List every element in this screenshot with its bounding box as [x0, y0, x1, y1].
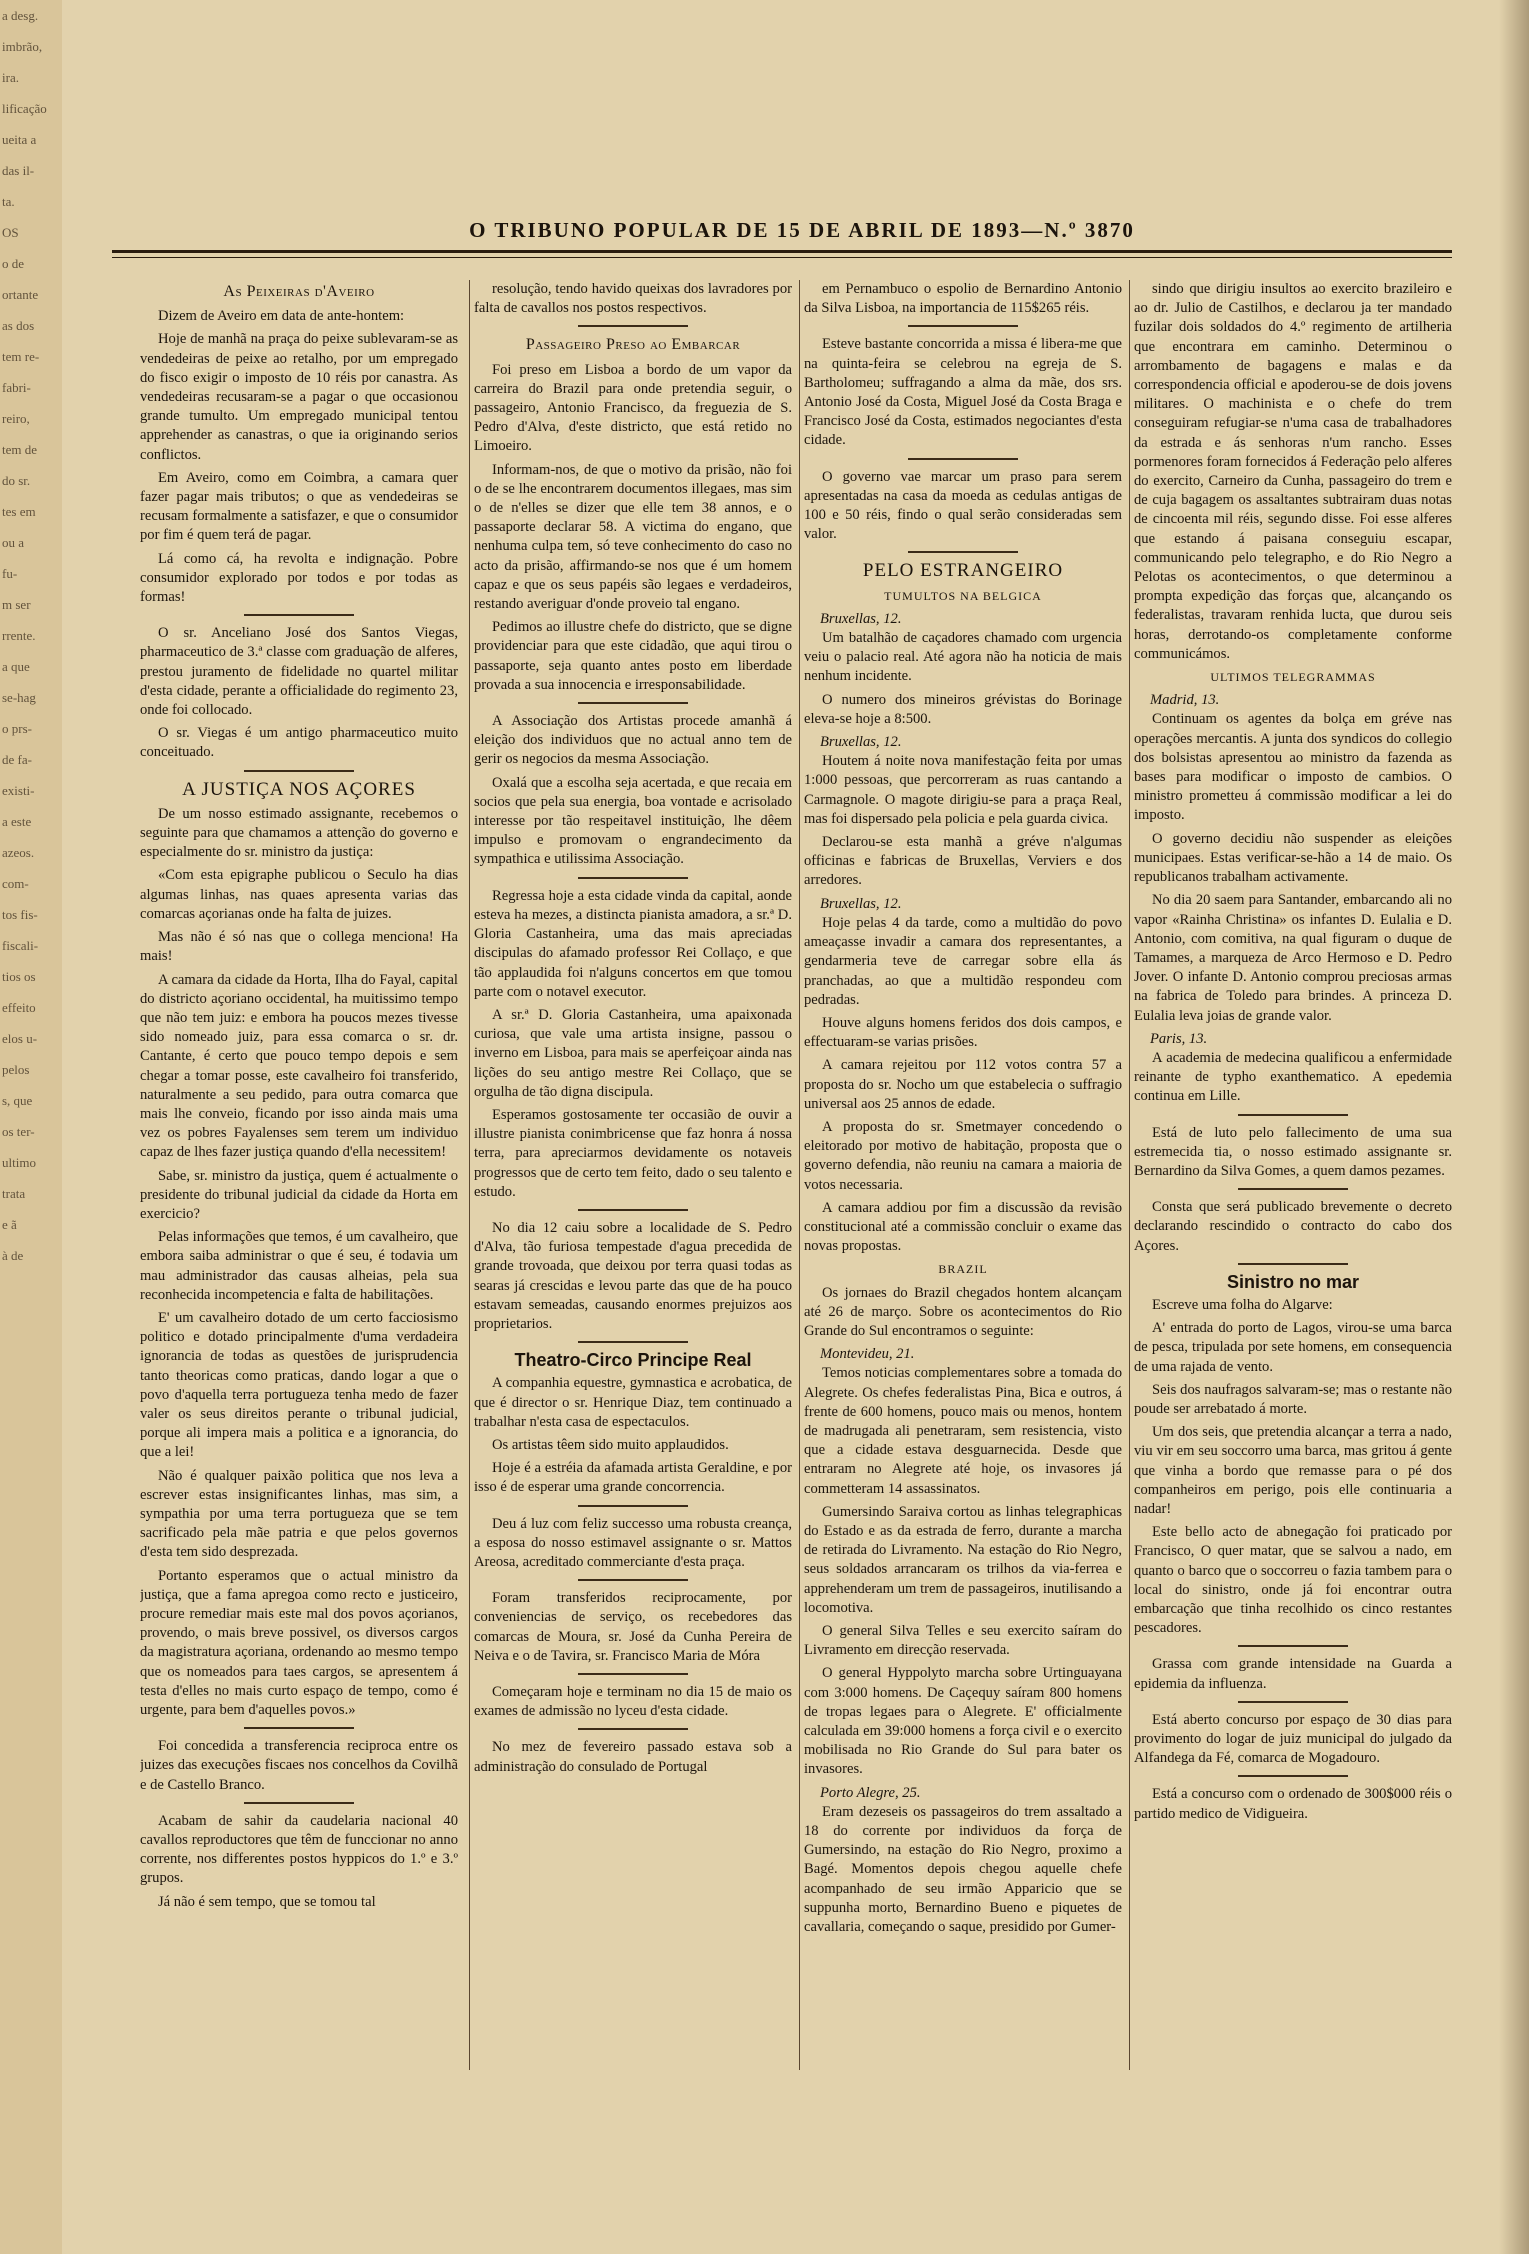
paragraph: em Pernambuco o espolio de Bernardino Antonio da Silva Lisboa, na importancia de 115$265 réis. — [804, 281, 1122, 317]
previous-page-text-fragment: o prs- — [2, 721, 32, 736]
telegram-bruxellas-1 — [804, 629, 1122, 729]
paragraph: Hoje pelas 4 da tarde, como a multidão do povo ameaçasse invadir a camara dos representantes, a gendarmeria teve de carregar sobre ella ás pranchadas, ao que a multidão respondeu com pedradas. — [804, 914, 1122, 1008]
paragraph: Portanto esperamos que o actual ministro da justiça, que a fama apregoa como recto e justiceiro, procure remediar mais este mal dos povos açorianos, provendo, o mais breve possivel, os diversos cargos da magistratura açoriana, ordenando ao mesmo tempo que os nomeados para taes cargos, se apresentem á testa d'elles no mais curto espaço de tempo, como é urgente, para bem d'aquelles povos.» — [140, 1567, 458, 1719]
paragraph: E' um cavalheiro dotado de um certo facciosismo politico e dotado principalmente d'uma verdadeira ignorancia de todas as questões de jurisprudencia tanto theoricas como praticas, dando logar a que o povo d'aquella terra portugueza tenha medo de fazer valer os seus direitos perante o tribunal judicial, porque ali impera mais a politica e a ignorancia, do que a lei! — [140, 1309, 458, 1461]
paragraph: Foi concedida a transferencia reciproca entre os juizes das execuções fiscaes nos concelhos da Covilhã e de Castello Branco. — [140, 1738, 458, 1793]
previous-page-text-fragment: fiscali- — [2, 938, 39, 953]
paragraph: De um nosso estimado assignante, recebemos o seguinte para que chamamos a attenção do governo e especialmente do sr. ministro da justiça: — [140, 805, 458, 861]
column-4 — [1134, 280, 1452, 2080]
paragraph: Em Aveiro, como em Coimbra, a camara quer fazer pagar mais tributos; o que as vendedeiras se recusam formalmente a satisfazer, e que o consumidor por fim é quem terá de pagar. — [140, 469, 458, 544]
subhead-belgica: TUMULTOS NA BELGICA — [884, 588, 1042, 603]
previous-page-text-fragment: s, que — [2, 1093, 33, 1108]
masthead-rule — [112, 250, 1452, 253]
column-2 — [474, 280, 792, 2080]
previous-page-text-fragment: tem re- — [2, 349, 40, 364]
telegram-paris — [1134, 1049, 1452, 1107]
divider — [1238, 1701, 1348, 1703]
paragraph: O governo decidiu não suspender as eleições municipaes. Estas verificar-se-hão a 14 de maio. Os republicanos trabalham activamente. — [1134, 830, 1452, 886]
paragraph: O sr. Viegas é um antigo pharmaceutico muito conceituado. — [140, 725, 458, 761]
paragraph: Um dos seis, que pretendia alcançar a terra a nado, viu vir em seu soccorro uma barca, mas gritou á gente que vinha a bordo que remasse para o pé dos companheiros em perigo, pois elle continuaria a nadar! — [1134, 1424, 1452, 1517]
previous-page-text-fragment: de fa- — [2, 752, 32, 767]
article-continuation — [474, 280, 792, 318]
paragraph: Acabam de sahir da caudelaria nacional 40 cavallos reproductores que têm de funccionar no anno corrente, nos differentes postos hyppicos do 1.º e 3.º grupos. — [140, 1812, 458, 1887]
paragraph: O general Hyppolyto marcha sobre Urtinguayana com 3:000 homens. De Caçequy saíram 800 homens de tropas legaes para o Alegrete. E' officialmente calculada em 39:000 homens a força civil e o exercito mobilisada no Rio Grande do Sul para bater os invasores. — [804, 1665, 1122, 1778]
paragraph: resolução, tendo havido queixas dos lavradores por falta de cavallos nos postos respectivos. — [474, 281, 792, 317]
paragraph: Eram dezeseis os passageiros do trem assaltado a 18 do corrente por individuos da força de Gumersindo, na estação do Rio Negro, proximo a Bagé. Momentos depois chegou aquelle chefe acompanhado de seu irmão Apparicio que se suppunha morto, Bernardino Bueno e piquetes de cavallaria, começando o saque, presidido por Gumer- — [804, 1803, 1122, 1936]
column-separator — [799, 280, 800, 2070]
masthead: O TRIBUNO POPULAR DE 15 DE ABRIL DE 1893—N.º 3870 — [469, 218, 1135, 242]
paragraph: Já não é sem tempo, que se tomou tal — [158, 1893, 376, 1910]
paragraph: O general Silva Telles e seu exercito saíram do Livramento em direcção reservada. — [804, 1623, 1122, 1659]
newspaper-page — [62, 0, 1529, 2254]
masthead-rule-thin — [112, 257, 1452, 258]
previous-page-text-fragment: a desg. — [2, 8, 39, 23]
headline-theatro: Theatro-Circo Principe Real — [514, 1350, 752, 1371]
headline-aveiro: As Peixeiras d'Aveiro — [223, 283, 375, 300]
article-viegas — [140, 624, 458, 762]
divider — [244, 1802, 354, 1804]
article-aveiro — [140, 307, 458, 607]
paragraph: A companhia equestre, gymnastica e acrobatica, de que é director o sr. Henrique Diaz, tem continuado a trabalhar n'esta casa de espectaculos. — [474, 1375, 792, 1430]
paragraph: O governo vae marcar um praso para serem apresentadas na casa da moeda as cedulas antigas de 100 e 50 réis, findo o qual serão consideradas sem valor. — [804, 468, 1122, 543]
paragraph: Os jornaes do Brazil chegados hontem alcançam até 26 de março. Sobre os acontecimentos do Rio Grande do Sul encontramos o seguinte: — [804, 1284, 1122, 1339]
paragraph: Grassa com grande intensidade na Guarda a epidemia da influenza. — [1134, 1656, 1452, 1692]
divider — [578, 1673, 688, 1675]
paragraph: Houve alguns homens feridos dos dois campos, e effectuaram-se varias prisões. — [804, 1014, 1122, 1051]
headline-sinistro: Sinistro no mar — [1226, 1271, 1360, 1292]
divider — [578, 1728, 688, 1730]
divider — [244, 1727, 354, 1729]
previous-page-text-fragment: a este — [2, 814, 32, 829]
article-continuation — [1134, 280, 1452, 664]
divider — [908, 551, 1018, 553]
paragraph: No mez de fevereiro passado estava sob a administração do consulado de Portugal — [474, 1739, 792, 1775]
dateline: Madrid, 13. — [1150, 692, 1220, 709]
previous-page-text-fragment: ou a — [2, 535, 25, 550]
divider — [578, 1579, 688, 1581]
subhead-brazil: BRAZIL — [938, 1262, 988, 1277]
paragraph: Sabe, sr. ministro da justiça, quem é actualmente o presidente do tribunal judicial da cidade da Horta em exercicio? — [140, 1167, 458, 1222]
divider — [578, 1341, 688, 1343]
previous-page-text-fragment: ta. — [2, 194, 15, 209]
previous-page-text-fragment: os ter- — [2, 1124, 35, 1139]
paragraph: A proposta do sr. Smetmayer concedendo o eleitorado por motivo de habitação, proposta que o governo defendia, não reuniu na camara a maioria de votos necessaria. — [804, 1118, 1122, 1193]
paragraph: Temos noticias complementares sobre a tomada do Alegrete. Os chefes federalistas Pina, Bica e outros, á frente de 600 homens, pouco mais ou menos, hontem de madrugada ali penetraram, sem resistencia, visto que a cidade estava desguarnecida. Desde que entraram no Alegrete até hoje, os invasores já commetteram 14 assassinatos. — [804, 1365, 1122, 1497]
paragraph: «Com esta epigraphe publicou o Seculo ha dias algumas linhas, nas quaes apresenta varias das comarcas açorianas onde ha falta de juizes. — [140, 867, 458, 922]
paragraph: Hoje é a estréia da afamada artista Geraldine, e por isso é de esperar uma grande concorrencia. — [474, 1460, 792, 1496]
headline-justica: A JUSTIÇA NOS AÇORES — [182, 778, 416, 800]
paragraph: A camara addiou por fim a discussão da revisão constitucional até a commissão concluir o exame das novas propostas. — [804, 1199, 1122, 1255]
paragraph: Mas não é só nas que o collega menciona! Ha mais! — [140, 929, 458, 965]
paragraph: Esperamos gostosamente ter occasião de ouvir a illustre pianista conimbricense que faz honra á nossa terra, para apreciarmos devidamente os notaveis progressos que de certo tem feito, dado o seu talento e estudo. — [474, 1106, 792, 1200]
article-influenza — [1134, 1655, 1452, 1693]
paragraph: Deu á luz com feliz successo uma robusta creança, a esposa do nosso estimavel assignante o sr. Mattos Areosa, acreditado commerciante d'esta praça. — [474, 1515, 792, 1570]
paragraph: Escreve uma folha do Algarve: — [1152, 1296, 1333, 1313]
divider — [1238, 1114, 1348, 1116]
paragraph: Está de luto pelo fallecimento de uma sua estremecida tia, o nosso estimado assignante sr. Bernardino da Silva Gomes, a quem damos pezames. — [1134, 1124, 1452, 1179]
column-separator — [469, 280, 470, 2070]
previous-page-text-fragment: o de — [2, 256, 25, 271]
paragraph: Continuam os agentes da bolça em gréve nas operações mercantis. A junta dos syndicos do collegio dos bolsistas apresentou ao ministro da fazenda as bases para modificar o imposto de cambios. O ministro prometteu á commissão modificar a lei do imposto. — [1134, 711, 1452, 824]
paragraph: Foram transferidos reciprocamente, por conveniencias de serviço, os recebedores das comarcas de Moura, sr. José da Cunha Pereira de Neiva e o de Tavira, sr. Francisco Maria de Móra — [474, 1590, 792, 1664]
paragraph: No dia 12 caiu sobre a localidade de S. Pedro d'Alva, tão furiosa tempestade d'agua precedida de grande trovoada, que deixou por terra quasi todas as searas já crescidas e levou parte das que de ha pouco estavam semeadas, causando enormes prejuizos aos proprietarios. — [474, 1219, 792, 1332]
previous-page-text-fragment: pelos — [2, 1062, 30, 1077]
article-transfer — [140, 1737, 458, 1795]
paragraph: sindo que dirigiu insultos ao exercito brazileiro e ao dr. Julio de Castilhos, e declarou ja ter mandado fuzilar dois soldados do 4.º regimento de artilheria que encontrara em caminho. Determinou o arrombamento de bagagens e malas e da correspondencia official e apoderou-se de dois jovens militares. O machinista e o chefe do trem conseguiram refugiar-se n'uma casa de trabalhadores da estrada e ás senhoras n'um rancho. Esses pormenores foram fornecidos á Federação pelo alferes do exercito, Carneiro da Cunha, passageiro do trem e de cuja bagagem os assaltantes subtrairam duas notas de cincoenta mil réis, segundo disse. Foi esse alferes que estando á paisana conseguiu escapar, communicando pelo telegrapho, e do Rio Negro a Pelotas os acontecimentos, o que determinou a prompta expedição das forças que, alcançando os federalistas, travaram renhida lucta, que durou seis horas, derrotando-os completamente conforme communicámos. — [1134, 281, 1452, 662]
previous-page-text-fragment: effeito — [2, 1000, 36, 1015]
paragraph: Dizem de Aveiro em data de ante-hontem: — [158, 308, 405, 325]
paragraph: No dia 20 saem para Santander, embarcando ali no vapor «Rainha Christina» os infantes D. Eulalia e D. Antonio, com comitiva, na qual figuram o duque de Tamames, a marqueza de Arco Hermoso e D. Pedro Jover. O infante D. Antonio comprou preciosas armas na fabrica de Toledo para brindes. A princeza D. Eulalia leva joias de grande valor. — [1134, 892, 1452, 1024]
paragraph: Esteve bastante concorrida a missa é libera-me que na quinta-feira se celebrou na egreja de S. Bartholomeu; suffragando a alma da mãe, dos srs. Antonio José da Costa, Miguel José da Costa Braga e Francisco José da Costa, estimados negociantes d'esta cidade. — [804, 336, 1122, 449]
previous-page-text-fragment: trata — [2, 1186, 26, 1201]
previous-page-text-fragment: ortante — [2, 287, 39, 302]
previous-page-text-fragment: fabri- — [2, 380, 31, 395]
previous-page-text-fragment: à de — [2, 1248, 24, 1263]
paragraph: Consta que será publicado brevemente o decreto declarando rescindido o contracto do cabo dos Açores. — [1134, 1199, 1452, 1254]
article-pianista — [474, 887, 792, 1202]
previous-page-text-fragment: existi- — [2, 783, 35, 798]
column-1 — [140, 280, 458, 2080]
previous-page-text-fragment: m ser — [2, 597, 31, 612]
paragraph: Declarou-se esta manhã a gréve n'algumas officinas e fabricas de Bruxellas, Verviers e dos arredores. — [804, 834, 1122, 889]
divider — [1238, 1775, 1348, 1777]
paragraph: Está a concurso com o ordenado de 300$000 réis o partido medico de Vidigueira. — [1134, 1786, 1452, 1822]
paragraph: A' entrada do porto de Lagos, virou-se uma barca de pesca, tripulada por sete homens, em consequencia de uma rajada de vento. — [1134, 1320, 1452, 1375]
article-decreto — [1134, 1198, 1452, 1256]
dateline: Paris, 13. — [1150, 1030, 1208, 1047]
article-exames — [474, 1683, 792, 1721]
paragraph: A Associação dos Artistas procede amanhã á eleição dos individuos que no actual anno tem de gerir os negocios da mesma Associação. — [474, 713, 792, 768]
paragraph: Lá como cá, ha revolta e indignação. Pobre consumidor explorado por todos e por todas as formas! — [140, 550, 458, 606]
article-nascimento — [474, 1515, 792, 1573]
previous-page-text-fragment: tes em — [2, 504, 36, 519]
previous-page-text-fragment: reiro, — [2, 411, 30, 426]
previous-page-text-fragment: ueita a — [2, 132, 37, 147]
article-sinistro — [1134, 1296, 1452, 1638]
article-transferidos — [474, 1589, 792, 1666]
dateline: Porto Alegre, 25. — [820, 1784, 921, 1801]
telegram-bruxellas-3 — [804, 914, 1122, 1256]
paragraph: Não é qualquer paixão politica que nos leva a escrever estas insignificantes linhas, mas sim, a sympathia por uma terra portugueza que se tem sacrificado pela mãe patria e que pelos governos d'esta tem sido desprezada. — [140, 1467, 458, 1561]
paragraph: Começaram hoje e terminam no dia 15 de maio os exames de admissão no lyceu d'esta cidade. — [474, 1684, 792, 1720]
divider — [244, 614, 354, 616]
headline-estrangeiro: PELO ESTRANGEIRO — [862, 560, 1064, 582]
divider — [578, 702, 688, 704]
paragraph: A camara da cidade da Horta, Ilha do Fayal, capital do districto açoriano occidental, ha muitissimo tempo que não tem juiz: e embora ha poucos mezes tivesse sido nomeado juiz, para essa comarca o sr. dr. Cantante, é certo que pouco tempo depois e sem chegar a tomar posse, este cavalheiro foi transferido, naturalmente a seu pedido, para outra comarca que mais lhe conveio, ficando por isso ainda mais uma vez os pobres Fayalenses sem terem um individuo capaz de lhes fazer justiça quando d'ella necessitem! — [140, 971, 458, 1161]
previous-page-text-fragment: OS — [2, 225, 19, 240]
paragraph: A camara rejeitou por 112 votos contra 57 a proposta do sr. Nocho um que estabelecia o suffragio universal aos 25 annos de edade. — [804, 1057, 1122, 1112]
paragraph: Hoje de manhã na praça do peixe sublevaram-se as vendedeiras de peixe ao retalho, por um empregado do fisco exigir o imposto de 10 réis por canastra. As vendedeiras recusaram-se a pagar o que occasionou grande tumulto. Um empregado municipal tentou apprehender as canastras, o que ia originando serios conflictos. — [140, 331, 458, 463]
previous-page-edge — [0, 0, 65, 2254]
paragraph: Regressa hoje a esta cidade vinda da capital, aonde esteva ha mezes, a distincta pianista amadora, a sr.ª D. Gloria Castanheira, uma das mais apreciadas discipulas do afamado professor Rei Collaço, e que tão applaudida foi n'alguns concertos em que tomou parte com o notavel executor. — [474, 887, 792, 1000]
telegram-madrid — [1134, 710, 1452, 1025]
previous-page-text-fragment: azeos. — [2, 845, 35, 860]
dateline: Bruxellas, 12. — [820, 734, 902, 751]
previous-page-text-fragment: fu- — [2, 566, 18, 581]
paragraph: Informam-nos, de que o motivo da prisão, não foi o de se lhe encontrarem documentos illegaes, mas sim o de n'elles se dizer que elle tem 38 annos, e o passaporte declarar 58. A victima do engano, que nenhuma culpa tem, só teve conhecimento do caso no acto da prisão, affirmando-se nos que é um homem capaz e que os seus papéis são legaes e verdadeiros, restando averiguar d'onde proveio tal engano. — [474, 461, 792, 613]
divider — [1238, 1645, 1348, 1647]
telegram-montevideu — [804, 1364, 1122, 1779]
article-cavallos — [140, 1812, 458, 1912]
previous-page-text-fragment: tem de — [2, 442, 38, 457]
previous-page-text-fragment: do sr. — [2, 473, 31, 488]
paragraph: A sr.ª D. Gloria Castanheira, uma apaixonada curiosa, que vale uma artista insigne, passou o inverno em Lisboa, para mais se aperfeiçoar ainda nas lições do seu antigo mestre Rei Collaço, que se orgulha de tão digna discipula. — [474, 1006, 792, 1100]
previous-page-text-fragment: se-hag — [2, 690, 36, 705]
previous-page-text-fragment: e ã — [2, 1217, 17, 1232]
paragraph: Um batalhão de caçadores chamado com urgencia veiu o palacio real. Até agora não ha noticia de mais nenhum incidente. — [804, 630, 1122, 685]
divider — [1238, 1188, 1348, 1190]
paragraph: Foi preso em Lisboa a bordo de um vapor da carreira do Brazil para onde pretendia seguir, o passageiro, Antonio Francisco, da freguezia de S. Pedro d'Alva, d'este districto, que está retido no Limoeiro. — [474, 361, 792, 455]
previous-page-text-fragment: imbrão, — [2, 39, 43, 54]
article-missa — [804, 335, 1122, 450]
divider — [244, 770, 354, 772]
paragraph: Está aberto concurso por espaço de 30 dias para provimento do logar de juiz municipal do julgado da Alfandega da Fé, comarca de Mogadouro. — [1134, 1711, 1452, 1767]
article-brazil — [804, 1284, 1122, 1342]
headline-passageiro: Passageiro Preso ao Embarcar — [525, 336, 741, 354]
paragraph: Pedimos ao illustre chefe do districto, que se digne providenciar para que este cidadão, que aqui tirou o passaporte, seja quanto antes posto em liberdade provada a sua innocencia e irresponsabilidade. — [474, 619, 792, 693]
paragraph: O numero dos mineiros grévistas do Borinage eleva-se hoje a 8:500. — [804, 691, 1122, 727]
paragraph: O sr. Anceliano José dos Santos Viegas, pharmaceutico de 3.ª classe com graduação de alferes, prestou juramento de fidelidade no quartel militar d'esta cidade, perante a officialidade do regimento 23, onde foi collocado. — [140, 625, 458, 719]
previous-page-text-fragment: com- — [2, 876, 29, 891]
paragraph: Pelas informações que temos, é um cavalheiro, que embora saiba administrar o que é seu, é todavia um mau administrador das causas alheias, pela sua reconhecida incompetencia e falta de habilitações. — [140, 1229, 458, 1303]
divider — [908, 325, 1018, 327]
divider — [578, 325, 688, 327]
previous-page-text-fragment: tios os — [2, 969, 36, 984]
dateline: Bruxellas, 12. — [820, 610, 902, 627]
article-fevereiro — [474, 1738, 792, 1776]
article-vidigueira — [1134, 1785, 1452, 1823]
previous-page-text-fragment: lificação — [2, 101, 47, 116]
paragraph: Oxalá que a escolha seja acertada, e que recaia em socios que pela sua energia, boa vontade e acrisolado interesse por tão respeitavel instituição, lhe dêem impulso e promovam o engrandecimento da sympathica e utilissima Associação. — [474, 774, 792, 868]
paragraph: Os artistas têem sido muito applaudidos. — [492, 1436, 729, 1453]
previous-page-text-fragment: das il- — [2, 163, 35, 178]
previous-page-text-fragment: ultimo — [2, 1155, 36, 1170]
subhead-telegrammas: ULTIMOS TELEGRAMMAS — [1210, 670, 1376, 685]
column-separator — [1129, 280, 1130, 2070]
article-concurso — [1134, 1711, 1452, 1769]
column-3 — [804, 280, 1122, 2080]
previous-page-text-fragment: tos fis- — [2, 907, 38, 922]
paragraph: Houtem á noite nova manifestação feita por umas 1:000 pessoas, que percorreram as ruas cantando a Carmagnole. O magote dirigiu-se para a praça Real, mas foi dispersado pela policia e pela guarda civica. — [804, 753, 1122, 827]
article-justica — [140, 805, 458, 1720]
divider — [578, 1505, 688, 1507]
previous-page-text-fragment: elos u- — [2, 1031, 38, 1046]
article-artistas — [474, 712, 792, 870]
divider — [908, 458, 1018, 460]
dateline: Montevideu, 21. — [820, 1346, 915, 1363]
divider — [1238, 1263, 1348, 1265]
telegram-bruxellas-2 — [804, 752, 1122, 890]
dateline: Bruxellas, 12. — [820, 895, 902, 912]
paragraph: A academia de medecina qualificou a enfermidade reinante de typho exanthematico. A epedemia continua em Lille. — [1134, 1049, 1452, 1105]
telegram-porto-alegre — [804, 1803, 1122, 1937]
article-continuation — [804, 280, 1122, 318]
article-passageiro — [474, 361, 792, 695]
divider — [578, 1209, 688, 1211]
article-governo — [804, 468, 1122, 545]
article-luto — [1134, 1124, 1452, 1182]
previous-page-text-fragment: rrente. — [2, 628, 36, 643]
article-theatro — [474, 1374, 792, 1497]
previous-page-text-fragment: as dos — [2, 318, 35, 333]
paragraph: Este bello acto de abnegação foi praticado por Francisco, O quer matar, que se salvou a nado, em quanto o barco que o soccorreu o fazia tambem para o local do sinistro, onde já foi encontrar outra embarcação que tinha recolhido os cinco restantes pescadores. — [1134, 1524, 1452, 1637]
divider — [578, 877, 688, 879]
paragraph: Seis dos naufragos salvaram-se; mas o restante não poude ser arrebatado á morte. — [1134, 1381, 1452, 1417]
paragraph: Gumersindo Saraiva cortou as linhas telegraphicas do Estado e as da estrada de ferro, durante a marcha de retirada do Livramento. Na estação do Rio Negro, seus soldados arrancaram os trilhos da via-ferrea e apprehenderam um trem de passageiros, inutilisando a locomotiva. — [804, 1503, 1122, 1616]
previous-page-text-fragment: a que — [2, 659, 30, 674]
previous-page-text-fragment: ira. — [2, 70, 19, 85]
article-tempestade — [474, 1219, 792, 1334]
